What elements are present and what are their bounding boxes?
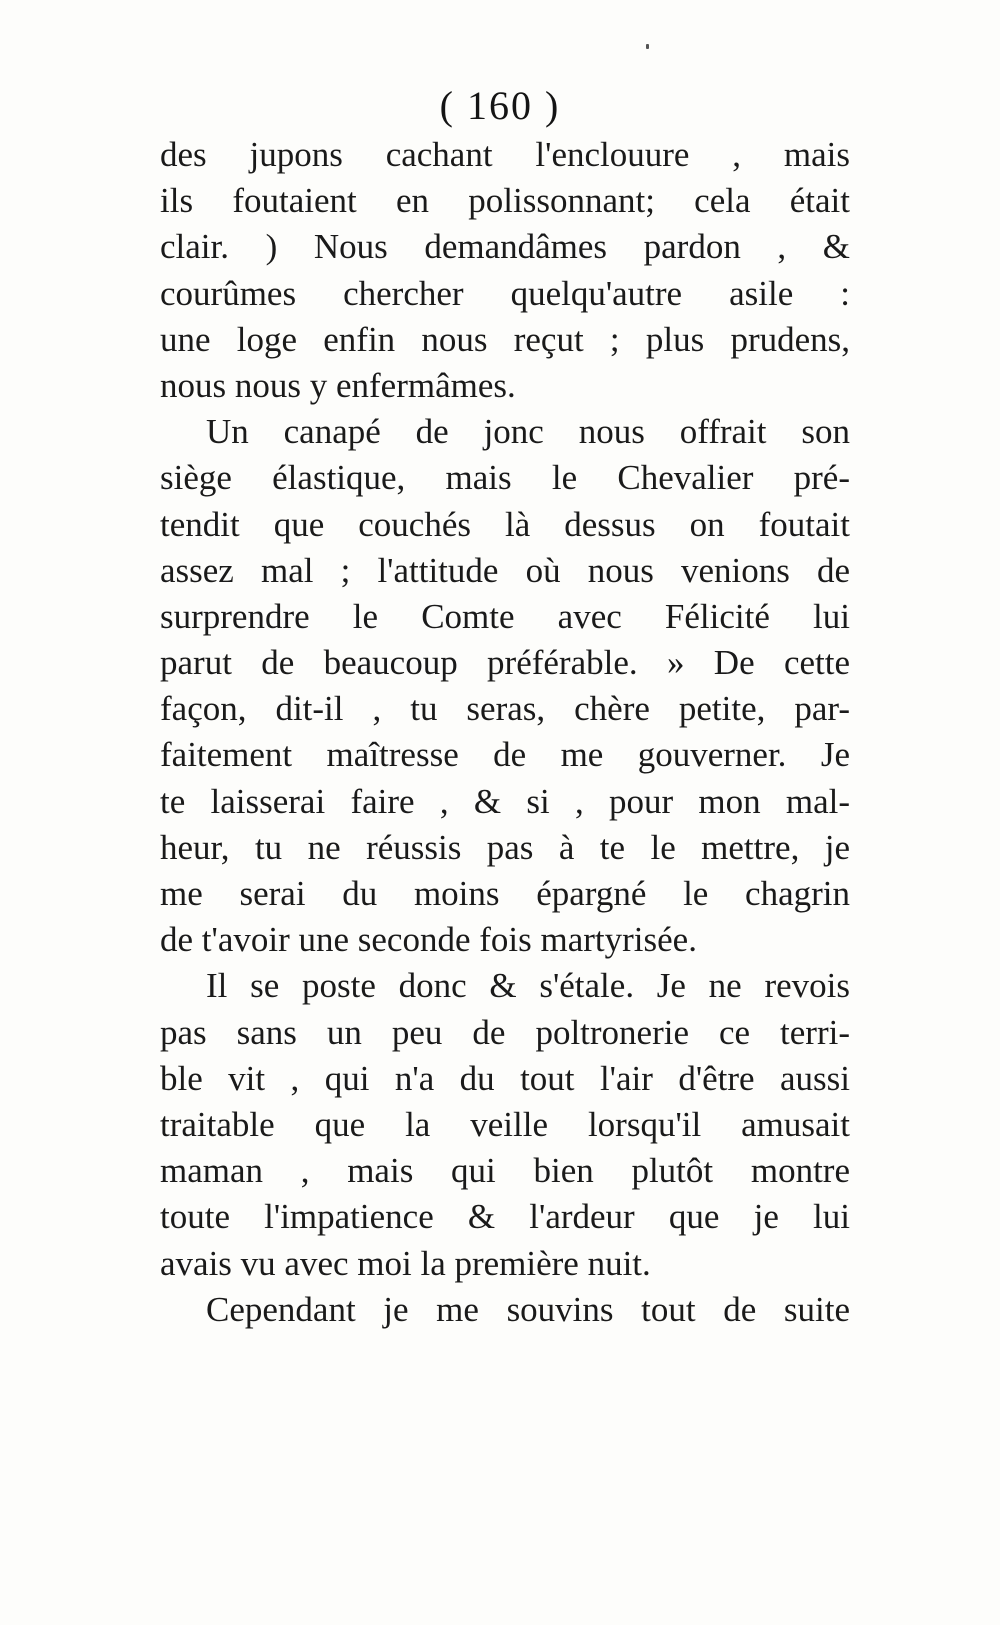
text-line: Cependant je me souvins tout de suite <box>206 1289 850 1329</box>
text-line: Il se poste donc & s'étale. Je ne revois <box>206 966 850 1006</box>
text-line: traitable que la veille lorsqu'il amusait <box>160 1104 850 1144</box>
text-line: me serai du moins épargné le chagrin <box>160 874 850 913</box>
text-line: surprendre le Comte avec Félicité lui <box>160 596 850 636</box>
text-line: heur, tu ne réussis pas à te le mettre, je <box>160 827 850 867</box>
text-line: avais vu avec moi la première nuit. <box>160 1243 651 1283</box>
text-line: maman , mais qui bien plutôt montre <box>160 1151 850 1191</box>
text-line: siège élastique, mais le Chevalier pré- <box>160 458 850 498</box>
text-line: Un canapé de jonc nous offrait son <box>206 412 850 452</box>
text-line: nous nous y enfermâmes. <box>160 365 516 405</box>
text-line: tendit que couchés là dessus on foutait <box>160 504 850 544</box>
text-line: faitement maîtresse de me gouverner. Je <box>160 735 850 775</box>
text-line: des jupons cachant l'enclouure , mais <box>160 135 850 174</box>
text-line: te laisserai faire , & si , pour mon mal- <box>160 781 850 821</box>
text-line: façon, dit-il , tu seras, chère petite, par- <box>160 689 850 729</box>
text-line: clair. ) Nous demandâmes pardon , & <box>160 227 850 267</box>
text-line: une loge enfin nous reçut ; plus prudens, <box>160 319 850 359</box>
text-line: toute l'impatience & l'ardeur que je lui <box>160 1197 850 1237</box>
text-line: ils foutaient en polissonnant; cela était <box>160 181 850 221</box>
ink-speck <box>646 44 649 49</box>
text-line: ble vit , qui n'a du tout l'air d'être aussi <box>160 1058 850 1098</box>
text-line: assez mal ; l'attitude où nous venions de <box>160 550 850 590</box>
text-line: pas sans un peu de poltronerie ce terri- <box>160 1012 850 1052</box>
text-line: parut de beaucoup préférable. » De cette <box>160 643 850 683</box>
text-line: de t'avoir une seconde fois martyrisée. <box>160 920 697 960</box>
body-text <box>160 132 850 1333</box>
text-line: courûmes chercher quelqu'autre asile : <box>160 273 850 313</box>
page-number: ( 160 ) <box>439 83 561 128</box>
